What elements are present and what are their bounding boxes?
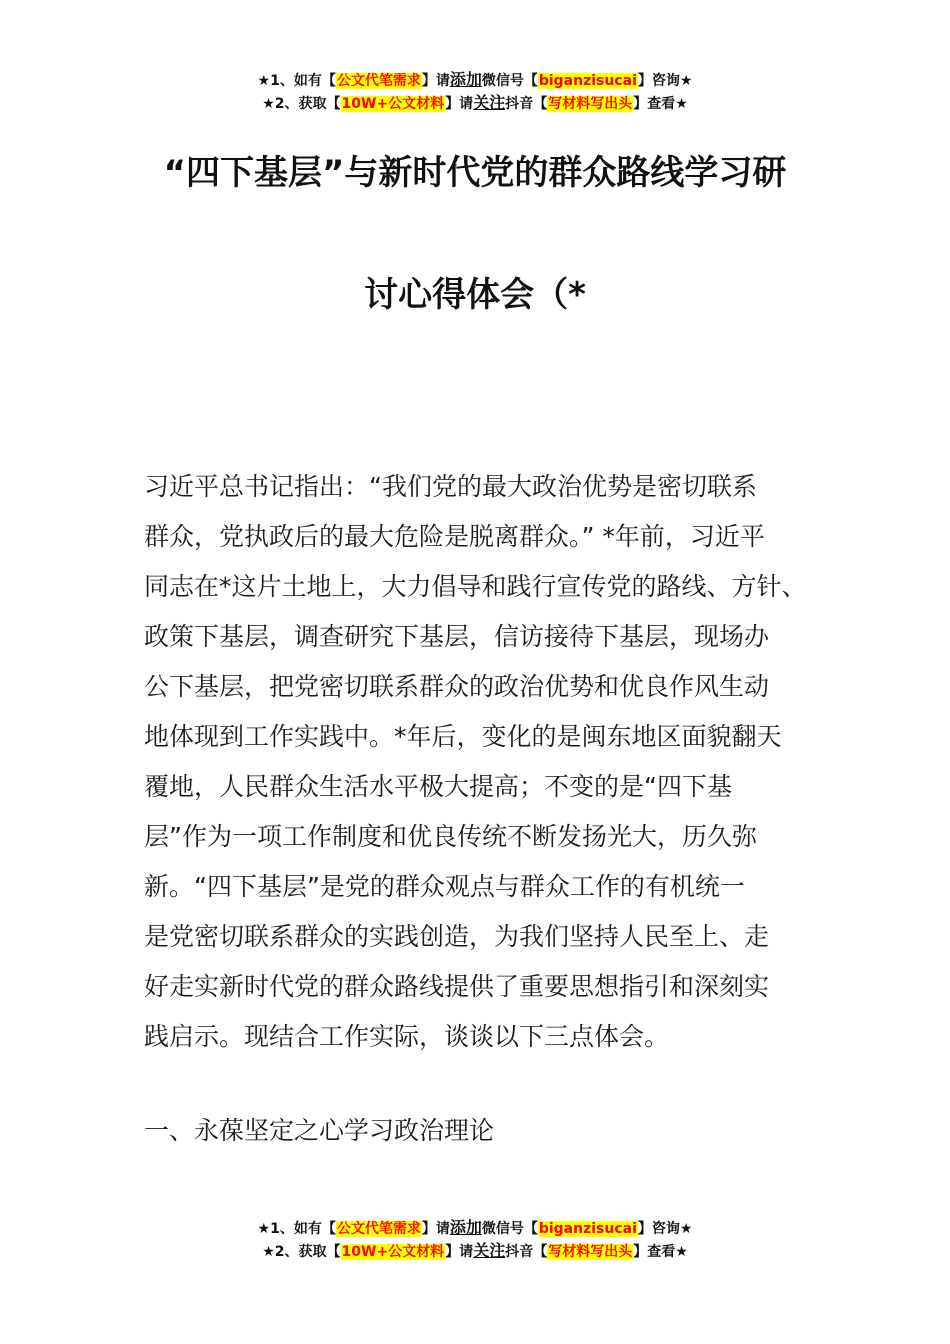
footer-banner	[0, 1217, 950, 1263]
banner-text: 】咨询★	[637, 1221, 693, 1237]
banner-emphasis: 关注	[473, 1241, 506, 1260]
banner-text: 微信号【	[481, 1221, 538, 1237]
banner-emphasis: 关注	[473, 93, 506, 112]
paragraph-line: 新。“四下基层”是党的群众观点与群众工作的有机统一	[144, 872, 745, 901]
banner-highlight: 10W+公文材料	[341, 96, 445, 112]
section-heading: 一、永葆坚定之心学习政治理论	[144, 1116, 495, 1145]
banner-text: ★1、如有【	[257, 73, 336, 89]
banner-text: 】请	[421, 73, 450, 89]
banner-text: 抖音【	[505, 1244, 548, 1260]
paragraph-line: 公下基层，把党密切联系群众的政治优势和优良作风生动	[144, 672, 770, 701]
banner-highlight: 写材料写出头	[548, 96, 633, 112]
paragraph-line: 地体现到工作实践中。*年后，变化的是闽东地区面貌翻天	[144, 722, 782, 751]
banner-emphasis: 添加	[449, 70, 482, 89]
banner-text: ★2、获取【	[262, 1244, 341, 1260]
paragraph-line: 层”作为一项工作制度和优良传统不断发扬光大，历久弥	[144, 822, 757, 851]
banner-text: 】请	[445, 1244, 474, 1260]
body-paragraph	[144, 462, 834, 1062]
paragraph-line: 好走实新时代党的群众路线提供了重要思想指引和深刻实	[144, 972, 770, 1001]
header-banner	[0, 69, 950, 115]
paragraph-line: 践启示。现结合工作实际，谈谈以下三点体会。	[144, 1022, 670, 1051]
banner-line-1	[0, 69, 950, 92]
banner-text: 】请	[421, 1221, 450, 1237]
banner-text: 】请	[445, 96, 474, 112]
paragraph-line: 覆地，人民群众生活水平极大提高；不变的是“四下基	[144, 772, 732, 801]
paragraph-line: 是党密切联系群众的实践创造，为我们坚持人民至上、走	[144, 922, 770, 951]
banner-text: ★2、获取【	[262, 96, 341, 112]
banner-highlight: biganzisucai	[538, 1221, 637, 1237]
banner-line-2	[0, 1240, 950, 1263]
banner-text: 】查看★	[633, 96, 688, 112]
paragraph-line: 同志在*这片土地上，大力倡导和践行宣传党的路线、方针、	[144, 572, 807, 601]
banner-highlight: 写材料写出头	[548, 1244, 633, 1260]
paragraph-line: 政策下基层，调查研究下基层，信访接待下基层，现场办	[144, 622, 770, 651]
banner-highlight: biganzisucai	[538, 73, 637, 89]
banner-text: 抖音【	[505, 96, 548, 112]
banner-text: 】查看★	[633, 1244, 688, 1260]
paragraph-line: 习近平总书记指出：“我们党的最大政治优势是密切联系	[144, 472, 757, 501]
banner-highlight: 公文代笔需求	[336, 73, 421, 89]
paragraph-line: 群众，党执政后的最大危险是脱离群众。” *年前，习近平	[144, 522, 765, 551]
banner-highlight: 10W+公文材料	[341, 1244, 445, 1260]
banner-text: 微信号【	[481, 73, 538, 89]
banner-line-2	[0, 92, 950, 115]
banner-emphasis: 添加	[449, 1218, 482, 1237]
banner-text: 】咨询★	[637, 73, 693, 89]
banner-line-1	[0, 1217, 950, 1240]
document-title-line-1: “四下基层”与新时代党的群众路线学习研	[163, 153, 787, 193]
document-title-line-2: 讨心得体会（*	[364, 275, 586, 315]
banner-highlight: 公文代笔需求	[336, 1221, 421, 1237]
banner-text: ★1、如有【	[257, 1221, 336, 1237]
